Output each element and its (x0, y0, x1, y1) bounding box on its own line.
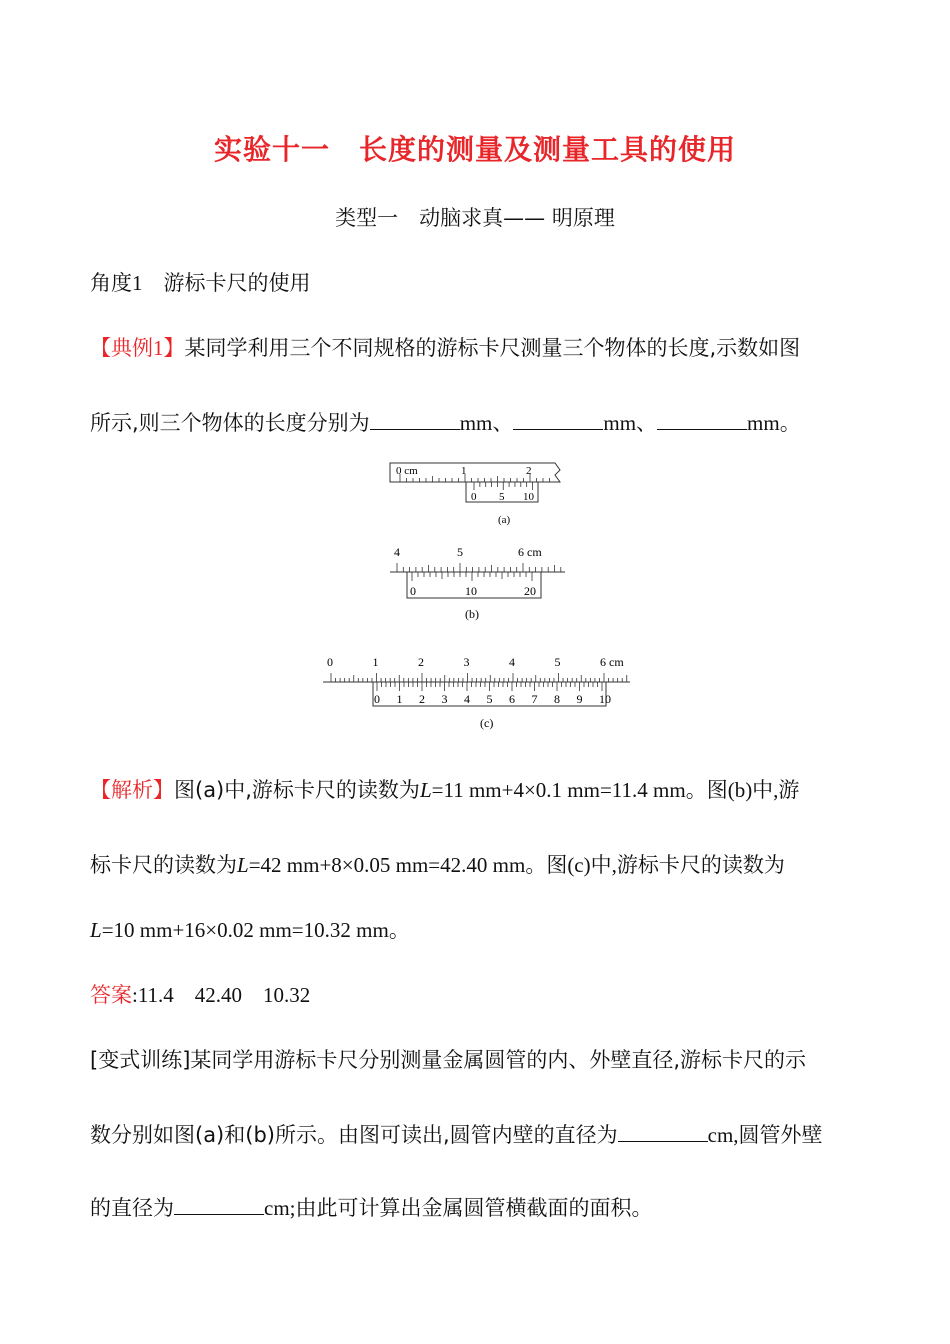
fig-c-vernier-label: 0 (374, 692, 380, 706)
analysis-text: =11 mm+4×0.1 mm=11.4 mm。图(b)中,游 (431, 778, 800, 802)
fig-c-vernier-label: 4 (464, 692, 470, 706)
angle-label: 角度 (90, 271, 132, 295)
sep-1: 、 (492, 411, 514, 435)
practice-text: cm,圆管外壁 (707, 1123, 823, 1147)
answer-blank-1[interactable] (370, 411, 460, 430)
analysis-text: =10 mm+16×0.02 mm=10.32 mm。 (101, 918, 410, 942)
fig-c-vernier-label: 9 (576, 692, 583, 706)
fig-c-main-label: 2 (418, 655, 424, 669)
fig-c-main-label: 1 (372, 655, 379, 669)
practice-line-1 (90, 1045, 865, 1075)
fig-a-main-label: 1 (461, 465, 467, 477)
fig-a-main-label: 2 (526, 465, 532, 477)
fig-a-caption: (a) (498, 514, 511, 526)
fig-b-main-label: 6 cm (518, 545, 542, 559)
example-text-1: 某同学利用三个不同规格的游标卡尺测量三个物体的长度,示数如图 (184, 336, 801, 360)
fig-c-vernier-label: 2 (419, 692, 425, 706)
fig-c-vernier-label: 5 (486, 692, 493, 706)
unit-1: mm (459, 411, 493, 435)
fig-c-main-label: 5 (554, 655, 561, 669)
analysis-text: 图(a)中,游标卡尺的读数为 (174, 778, 420, 802)
fig-c-vernier-label: 6 (509, 692, 515, 706)
caliper-figure-b (385, 540, 575, 625)
answer-line (90, 980, 865, 1010)
analysis-line-2 (90, 850, 865, 880)
variable-L: L (237, 853, 249, 877)
fig-c-caption: (c) (480, 716, 494, 730)
fig-b-vernier-label: 10 (465, 584, 477, 598)
practice-text: 的直径为 (90, 1196, 174, 1220)
fig-c-vernier-label: 3 (441, 692, 448, 706)
fig-b-main-label: 4 (394, 545, 400, 559)
caliper-figure-c (320, 652, 640, 734)
answer-blank-3[interactable] (657, 411, 747, 430)
practice-line-3 (90, 1193, 865, 1223)
angle-text: 游标卡尺的使用 (163, 271, 311, 295)
answer-blank-2[interactable] (513, 411, 603, 430)
answer-text: :11.4 42.40 10.32 (132, 983, 311, 1007)
unit-3: mm (747, 411, 780, 435)
practice-line-2 (90, 1120, 865, 1150)
answer-blank-5[interactable] (174, 1196, 264, 1215)
fig-c-main-label: 4 (509, 655, 515, 669)
fig-c-vernier-label: 10 (599, 692, 611, 706)
fig-a-vernier-label: 5 (499, 491, 505, 503)
analysis-text: =42 mm+8×0.05 mm=42.40 mm。图(c)中,游标卡尺的读数为 (248, 853, 785, 877)
page-title: 实验十一 长度的测量及测量工具的使用 (213, 133, 736, 166)
analysis-line-3 (90, 915, 865, 945)
answer-blank-4[interactable] (618, 1123, 708, 1142)
fig-a-vernier-label: 10 (523, 491, 534, 503)
fig-c-vernier-label: 7 (531, 692, 538, 706)
fig-b-vernier-label: 0 (410, 584, 416, 598)
fig-c-main-label: 6 cm (600, 655, 624, 669)
example-tag: 【典例1】 (90, 336, 185, 360)
practice-text: 数分别如图(a)和(b)所示。由图可读出,圆管内壁的直径为 (90, 1123, 618, 1147)
section-subtitle: 类型一 动脑求真—— 明原理 (335, 206, 615, 230)
fig-b-caption: (b) (465, 607, 479, 621)
analysis-tag: 【解析】 (90, 778, 174, 802)
analysis-line-1 (90, 775, 865, 805)
fig-c-main-label: 3 (463, 655, 470, 669)
practice-text: [变式训练]某同学用游标卡尺分别测量金属圆管的内、外壁直径,游标卡尺的示 (90, 1048, 807, 1072)
fig-c-main-label: 0 (327, 655, 333, 669)
practice-text: cm;由此可计算出金属圆管横截面的面积。 (264, 1196, 653, 1220)
fig-a-main-label: 0 cm (396, 465, 418, 477)
analysis-text: 标卡尺的读数为 (90, 853, 237, 877)
example-text-2: 所示,则三个物体的长度分别为 (90, 411, 370, 435)
example-line-1 (90, 333, 865, 363)
variable-L: L (90, 918, 102, 942)
fig-c-vernier-label: 8 (554, 692, 560, 706)
fig-b-vernier-label: 20 (524, 584, 536, 598)
answer-label: 答案 (90, 983, 132, 1007)
unit-2: mm (603, 411, 637, 435)
angle-num: 1 (132, 271, 143, 295)
end-mark: 。 (779, 411, 801, 435)
fig-a-vernier-label: 0 (471, 491, 477, 503)
sep-2: 、 (636, 411, 658, 435)
fig-c-vernier-label: 1 (396, 692, 403, 706)
variable-L: L (419, 778, 432, 802)
angle-heading (90, 268, 865, 298)
fig-b-main-label: 5 (457, 545, 463, 559)
caliper-figure-a (380, 455, 580, 530)
example-line-2 (90, 408, 865, 438)
